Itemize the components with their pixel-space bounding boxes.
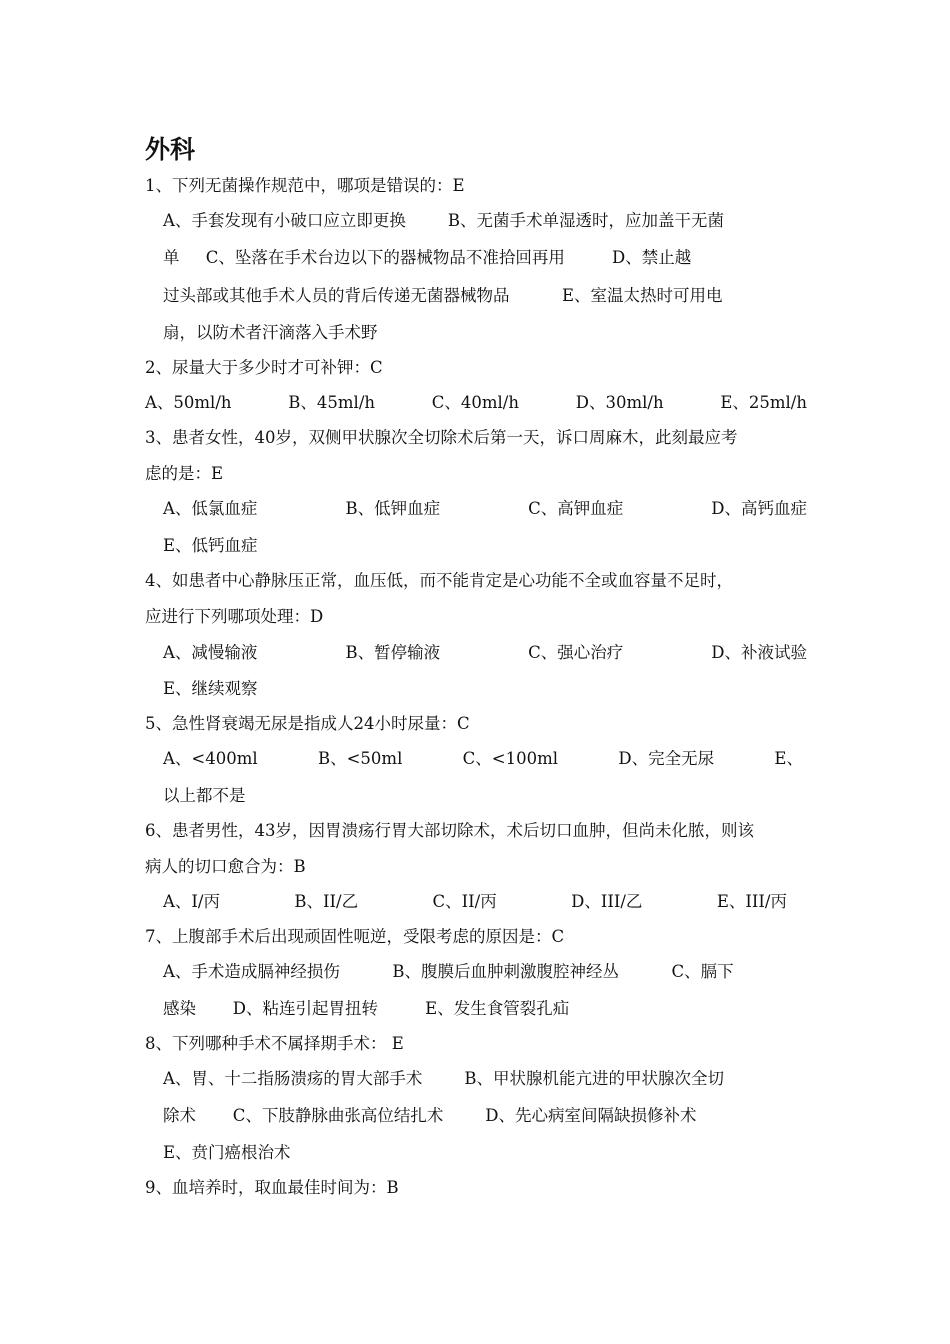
option-c: C、高钾血症 xyxy=(528,499,624,518)
option-a: A、减慢输液 xyxy=(163,643,258,662)
option-c: C、<100ml xyxy=(462,749,559,768)
option-d: D、补液试验 xyxy=(711,643,807,662)
option-c: C、强心治疗 xyxy=(528,643,624,662)
option-c: C、II/丙 xyxy=(432,892,497,911)
option-c: C、40ml/h xyxy=(431,393,519,412)
option-b: B、暂停输液 xyxy=(345,643,441,662)
option-b: B、<50ml xyxy=(317,749,403,768)
question-8-options-line: E、贲门癌根治术 xyxy=(163,1143,291,1162)
option-a: A、I/丙 xyxy=(163,892,220,911)
option-d: D、高钙血症 xyxy=(711,499,807,518)
question-6-stem: 6、患者男性，43岁，因胃溃疡行胃大部切除术，术后切口血肿，但尚未化脓，则该 xyxy=(145,821,754,840)
question-1-options-line: 扇，以防术者汗滴落入手术野 xyxy=(163,323,378,342)
option-b: B、低钾血症 xyxy=(345,499,441,518)
option-d: D、完全无尿 xyxy=(618,749,715,768)
option-e: E、25ml/h xyxy=(720,393,807,412)
option-d: D、30ml/h xyxy=(575,393,664,412)
question-3-stem-cont: 虑的是：E xyxy=(145,464,224,483)
option-e: E、III/丙 xyxy=(716,892,787,911)
question-7-options-line: 感染 D、粘连引起胃扭转 E、发生食管裂孔疝 xyxy=(163,999,570,1018)
option-d: D、III/乙 xyxy=(571,892,643,911)
option-a: A、50ml/h xyxy=(145,393,232,412)
question-5-options xyxy=(163,746,803,772)
question-4-options xyxy=(163,640,807,666)
question-8-options-line: A、胃、十二指肠溃疡的胃大部手术 B、甲状腺机能亢进的甲状腺次全切 xyxy=(163,1069,724,1088)
question-4-stem-cont: 应进行下列哪项处理：D xyxy=(145,607,324,626)
question-5-option-e-cont: 以上都不是 xyxy=(163,786,246,805)
question-3-option-e: E、低钙血症 xyxy=(163,536,258,555)
question-8-stem: 8、下列哪种手术不属择期手术： E xyxy=(145,1034,404,1053)
option-b: B、45ml/h xyxy=(288,393,376,412)
question-7-stem: 7、上腹部手术后出现顽固性呃逆，受限考虑的原因是：C xyxy=(145,927,565,946)
question-1-stem: 1、下列无菌操作规范中，哪项是错误的：E xyxy=(145,176,465,195)
question-1-options-line: 过头部或其他手术人员的背后传递无菌器械物品 E、室温太热时可用电 xyxy=(163,286,723,305)
question-2-stem: 2、尿量大于多少时才可补钾：C xyxy=(145,358,383,377)
question-9-stem: 9、血培养时，取血最佳时间为：B xyxy=(145,1178,399,1197)
option-a: A、低氯血症 xyxy=(163,499,258,518)
question-6-options xyxy=(163,889,787,915)
option-a: A、<400ml xyxy=(163,749,258,768)
question-2-options xyxy=(145,390,807,416)
question-5-stem: 5、急性肾衰竭无尿是指成人24小时尿量：C xyxy=(145,714,470,733)
question-4-stem: 4、如患者中心静脉压正常，血压低，而不能肯定是心功能不全或血容量不足时， xyxy=(145,571,733,590)
question-8-options-line: 除术 C、下肢静脉曲张高位结扎术 D、先心病室间隔缺损修补术 xyxy=(163,1106,697,1125)
page-title: 外科 xyxy=(145,135,196,164)
option-e: E、 xyxy=(774,749,803,768)
question-7-options-line: A、手术造成膈神经损伤 B、腹膜后血肿刺激腹腔神经丛 C、膈下 xyxy=(163,962,734,981)
option-b: B、II/乙 xyxy=(294,892,359,911)
question-4-option-e: E、继续观察 xyxy=(163,679,258,698)
question-3-stem: 3、患者女性，40岁，双侧甲状腺次全切除术后第一天，诉口周麻木，此刻最应考 xyxy=(145,428,738,447)
question-1-options-line: A、手套发现有小破口应立即更换 B、无菌手术单湿透时，应加盖干无菌 xyxy=(163,211,724,230)
question-3-options xyxy=(163,496,807,522)
question-1-options-line: 单 C、坠落在手术台边以下的器械物品不准拾回再用 D、禁止越 xyxy=(163,248,692,267)
question-6-stem-cont: 病人的切口愈合为：B xyxy=(145,857,306,876)
